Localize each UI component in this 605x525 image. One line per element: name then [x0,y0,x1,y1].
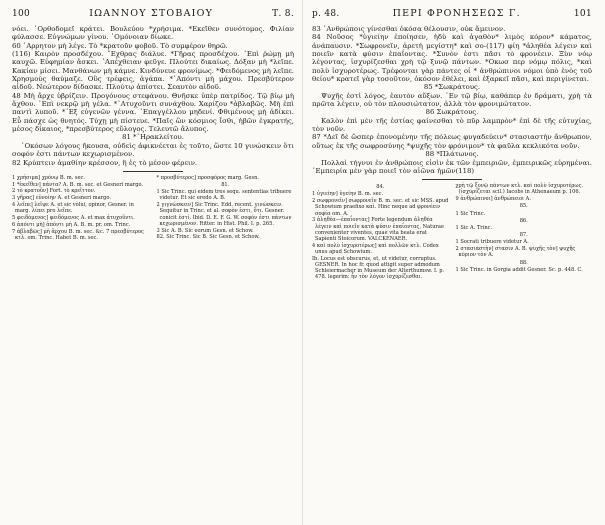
left-page-header [12,8,294,20]
right-body-text [312,25,592,175]
section-author: *Σωκράτους. [434,83,481,92]
footnote: 5 φειδόμενος] φειδόμενος A. et max ἀτυχοῦντι. [12,215,135,222]
footnote: 1 *ἐκεῖθεν] πάντα? A. B. m. sec. et Gesneri margo. [12,181,144,188]
footnote: 4 λεῖπε] λεῖψε A. et sic volui, opinor, Gesner. in marg. λίπει pro λεῖπε. [12,202,134,215]
section-marker: Τ. 8. [272,9,294,19]
text-paragraph: 84 Νοῦσος *ὑγιείην ἐποίησεν, ἡδὺ καὶ ἀγαθὸν* λιμὸς κόρον* κάματος, ἀνάπαυσιν. *Σωφρονεῖν, ἀρετὴ μεγίστη* καὶ σο-(117) φίη *ἀληθέα λέγειν καὶ ποιεῖν κατὰ φύσιν ἐπαΐοντας. *Συνὸν ἐστι πᾶσι τὸ φρονέειν. Ξὺν νόῳ λέγοντας, ἰσχυρίζεσθαι χρὴ τῷ ξυνῷ πάντων. *Οκωσ περ νόμῳ πόλις, *καὶ πολὺ ἰσχυροτέρως. Τρέφονται γὰρ πάντες οἱ * ἀνθρώπινοι νόμοι ὑπὸ ἑνὸς τοῦ θείου* κρατεῖ γὰρ τοσοῦτον, ὁκόσον ἐθέλει, καὶ ἐξαρκεῖ πᾶσι, καὶ περιγίνεται. [312,33,592,84]
left-body-text [12,25,294,167]
text-paragraph: Πολλαὶ τήγνυι ἐν ἀνθρώποις εἰσὶν ἐκ τῶν ἐμπειριῶν, ἐμπειρικῶς εὑρημέναι. ᾿Εμπειρία μὲν γὰρ ποιεῖ τὸν αἰῶνα ἡμῶν(118) [312,158,592,175]
footnote: 82. Sic Trinc. Sic B. Sic Gesn. et Schow. [156,234,260,241]
footnote: 2 τὸ κρατοῦν] Fort. τὸ κρεῖττον. [12,188,96,195]
footnote-section: 85. [519,203,528,210]
section-author: *Πλάτωνος. [436,150,479,159]
section-author: *῾Ηρακλείτου. [133,133,184,142]
section-heading [312,150,592,158]
footnote-section: 88. [519,259,528,266]
section-heading [312,83,592,91]
right-footnotes [312,183,592,281]
footnote: 9 ἀνθρώπινοι] ἀνθρώπειοι A. [455,196,531,203]
right-page [302,0,604,525]
footnote-section: 81. [221,182,230,189]
footnote: χρὴ τῷ ξυνῷ πάντων κτλ. καὶ πολὺ ἰσχυροτέρως. (ἰσχυρίζεται scil.) Iacobs in Athenaeum p. 106. [455,183,584,196]
left-footnotes [12,175,294,242]
footnote-column [456,183,593,281]
section-text: *Δεῖ δὲ ὥσπερ ἐπονομένην τῆς πόλεως φυγαδεύειν* στασιαστὴν ἄνθρωπον, οὕτως ἐκ τῆς σωφροσύνης *ψυχῆς τὸν φρόνιμον* τὰ φαῦλα κεκλικότα νοῦν. [312,133,592,150]
section-number: 81 [122,133,131,142]
text-paragraph: Ψυχῆς ἐστὶ λόγος, ἑαυτὸν αὔξων. ᾿Εν τῷ βίῳ, καθάπερ ἐν δράματι, χρὴ τὰ πρῶτα λέγειν, οὐ τὸν πλουσιώτατον, ἀλλὰ τὸν φρονιμώτατον. [312,91,592,109]
left-page [0,0,302,525]
text-paragraph: 82 Κρύπτειν ἀμαθίην κρέσσον, ἢ ἐς τὸ μέσον φέρειν. [12,158,198,167]
right-page-header [312,8,592,20]
text-paragraph: (116) Καιρὸν προσδέχου. ῎Εχθρας διάλυε. *Γῆρας προσδέχου. ᾿Επὶ ῥώμῃ μὴ καυχῶ. Εὐφημίαν ἄσκει. ᾿Απέχθειαν φεῦγε. Πλούτει δικαίως. Δόξαν μὴ *λεῖπε. Κακίαν μίσει. Μανθάνων μὴ κάμνε. Κινδύνευε φρονίμως. *Φειδόμενος μὴ λεῖπε. Χρησμοὺς θαύμαζε. Οὓς τρέφεις, ἀγάπα. *᾿Απόντι μὴ μάχου. Πρεσβύτερον αἰδοῦ. Νεώτερον δίδασκε. Πλούτῳ ἀπίστει. Σεαυτὸν αἰδοῦ. [12,50,294,92]
section-heading [12,133,294,141]
page-number: 100 [12,9,31,19]
footnote: Ib. Locus est obscurus, et, ut videtur, corruptus. GESNER. In hoc fr. quod attigit super admodum Schleiermacher in Museum der Alterthumsw. I. p. 478. legerim: ἦν τὸν λόγον ἰσχυρίζεσθαι. [312,255,445,281]
footnote: * προσβύτερος] προσφόρος marg. Gesn. [156,174,260,181]
footnote: 1 χρήσιμα] χρόνῳ B. m. sec. [12,174,85,181]
footnote: 2 γιγνώσκειν] Sic Trinc. Edd. recent. γινώσκειν. Sequitur in Trinc. et al. σοφὸν ἐστι, ὅτι. Gesner. conicit ἐστί. Ibid. D. E. F. G. W. σοφόν ἐστι πάντων κεχωρισμένον. Ritter. in Hist. Phil. I. p. 265. [156,202,292,227]
section-number: 87 [312,133,321,142]
footnote: 3 ἀληθέα—ἐπαΐοντας] Forte legendum ἀληθέα λέγειν καὶ ποιεῖν κατὰ φύσιν ἐπαΐοντας, Naturae convenienter viventes, quae vita beata erat Sapienti Stoicorum. VALCKENAER. [312,217,444,242]
footnote: 1 Sic Trinc. qui eidem tres sequ. sententias tribuere videtur. Et sic eredo A. B. [156,189,292,202]
footnote: 7 ἀβλαβῶς] μὴ ἄρχου B. m. sec. &c. 7 πρεσβύτερος κτλ. om. Trinc. Habet B. m. sec. [12,228,144,241]
footnote: 2 σωφρονεῖν] σωφρονεῖν B. m. sec. et sic MSS. apud Schowium praefixo καὶ. Hinc neque ad φρονέειν σοφία om. A. [312,198,449,217]
footnote-column [157,175,295,242]
footnote-divider [422,179,482,180]
page-number: 101 [573,9,592,19]
footnote: 1 ὑγιείην] ὑγείην B. m. sec. [312,191,384,198]
text-paragraph: 48 Μὴ ἄρχε ὑβρίζειν. Προγόνους στεφάνου. Θνῆσκε ὑπὲρ πατρίδος. Τῷ βίῳ μὴ ἄχθου. ᾿Επὶ νεκρῷ μὴ γέλα. *᾿Ατυχοῦντι συνάχθου. Χαρίζου *ἀβλαβῶς. Μὴ ἐπὶ παντὶ λυποῦ. *᾿Εξ εὐγενῶν γέννα. ᾿Επαγγέλλου μηδενί. Φθιμένους μὴ ἀδίκει. Εὖ πάσχε ὡς θνητός. Τύχῃ μὴ πίστευε. *Παῖς ὢν κόσμιος ἴσθι, ἡβῶν ἐγκρατής, μέσος δίκαιος, *πρεσβύτερος εὔλογος. Τελευτῶ ἄλυπος. [12,91,294,134]
footnote: 1 Socrati tribuere videtur A. [455,239,529,246]
footnote: 1 Sic A. Trinc. [455,225,493,231]
section-author: Σωκράτους. [436,108,479,117]
text-paragraph: Καλὸν ἐπὶ μὲν τῆς ἑστίας φαίνεσθαι τὸ πῦρ λαμπρὸν* ἐπὶ δὲ τῆς εὐτυχίας, τὸν νοῦν. [312,116,592,134]
text-paragraph: 83 ᾿Ανθρώποις γίνεσθαι ὁκόσα θέλουσιν, οὐκ ἄμεινον. [312,25,506,33]
text-paragraph: νόει. ᾿Ορθοδομεῖ κράτει. Βουλεύου *χρήσιμα. *Εκεῖθεν συνότομος. Φιλίαν φύλασσε. Εὐγνώμων γίνου. ᾿Ομόνοιαν δίωκε. [12,25,294,42]
section-marker: p. 48. [312,9,340,19]
section-number: 86 [425,108,435,117]
footnote-section: 87. [519,232,528,239]
text-paragraph: ᾿Οκόσων λόγους ἤκουσα, οὐδεὶς ἀφικνέεται ἐς τοῦτο, ὥστε 10 γινώσκειν ὅτι σοφόν ἐστι πάντων κεχωρισμένον. [12,141,294,159]
footnote: 2 στασιαστὴν] στασιν A. B. ψυχῆς τὸν] ψυχῆς κύριον τὸν A. [455,246,576,259]
footnote: 1 Sic Trinc. [455,210,486,217]
footnote: 3 Sic A. B. Sic eorum Gesn. et Schow. [156,227,254,234]
footnote-divider [123,171,183,172]
section-heading [312,108,592,116]
section-number: 88 [425,150,435,159]
text-paragraph [312,133,592,150]
footnote-section: 84. [376,184,385,191]
section-number: 85 [423,83,433,92]
footnote: 3 γῆρας] εὐνοίην A. et Gesneri margo. [12,195,111,202]
running-title: ΠΕΡΙ ΦΡΟΝΗΣΕΩΣ Γ. [392,8,521,19]
footnote: 6 ἀπόντι μὴ] ἀπόντι μὴ A. B. m. pr. om. Trinc. [12,221,131,228]
footnote-column [312,183,449,281]
text-paragraph: 60 ᾿Αρρητον μὴ λέγε. Τὸ *κρατοῦν φοβοῦ. Τὸ συμφέρον θηρῶ. [12,41,228,50]
footnote-column [12,175,150,242]
footnote-section: 86. [519,217,528,224]
footnote: 4 καὶ πολὺ ἰσχυροτέρως] καὶ πολλῶν κτλ. Codex unus apud Schowium. [312,242,439,255]
footnote: 1 Sic Trinc. in Gorgia addit Gesner. Sc. p. 448. C. [455,266,583,273]
running-title: ΙΩΑΝΝΟΥ ΣΤΟΒΑΙΟΥ [89,8,214,19]
